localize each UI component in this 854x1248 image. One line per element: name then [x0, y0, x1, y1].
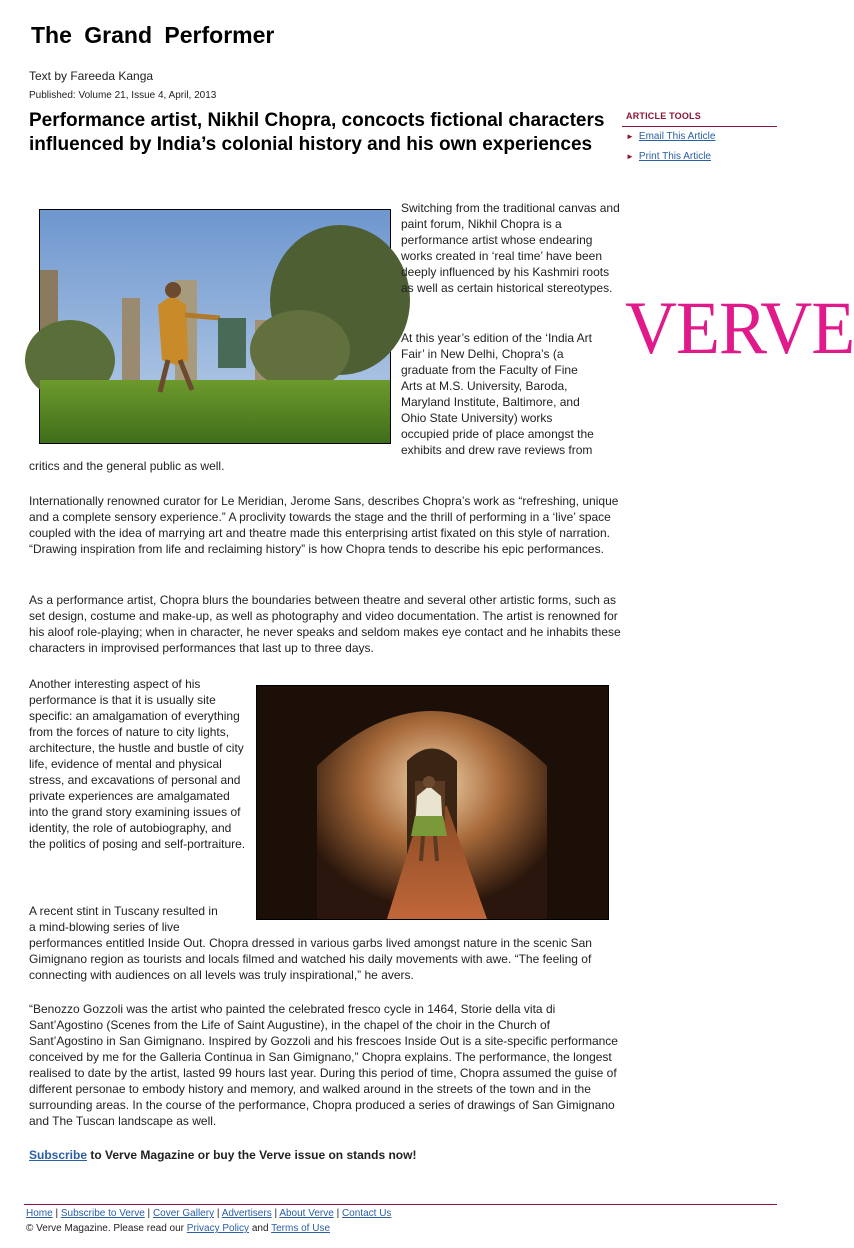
copyright-text: © Verve Magazine. Please read our — [26, 1223, 187, 1234]
paragraph-line: graduate from the Faculty of Fine — [401, 363, 578, 377]
paragraph-line: Fair’ in New Delhi, Chopra’s (a — [401, 347, 564, 361]
title-word: Grand — [84, 22, 153, 48]
article-tools-divider — [622, 126, 777, 127]
article-headline: Performance artist, Nikhil Chopra, concocts fictional characters influenced by India’s colonial history and his own experiences — [29, 110, 605, 155]
footer-link-advertisers[interactable]: Advertisers — [221, 1208, 272, 1219]
byline: Text by Fareeda Kanga — [29, 69, 154, 83]
footer-separator: | — [271, 1208, 280, 1219]
print-article-item — [626, 151, 711, 162]
footer-link-contact[interactable]: Contact Us — [341, 1208, 392, 1219]
article-paragraph: As a performance artist, Chopra blurs the boundaries between theatre and several other artistic forms, such as set design, costume and make-up, as well as photography and video documentation. The artist is renowned for his aloof role-playing; when in character, he never speaks and seldom makes eye contact and he inhabits these characters in improvised performances that last up to three days. — [29, 593, 621, 655]
paragraph-line: Arts at M.S. University, Baroda, — [401, 379, 568, 393]
footer-link-subscribe[interactable]: Subscribe to Verve — [60, 1208, 145, 1219]
footer-link-about[interactable]: About Verve — [279, 1208, 334, 1219]
paragraph-line: exhibits and drew rave reviews from — [401, 443, 593, 457]
terms-of-use-link[interactable]: Terms of Use — [271, 1223, 331, 1234]
article-paragraph: Internationally renowned curator for Le Meridian, Jerome Sans, describes Chopra’s work as “refreshing, unique and a complete sensory experience.” A proclivity towards the stage and the thrill of performing in a ‘live’ space coupled with the idea of marrying art and theatre made this enterprising artist fixated on this style of narration. “Drawing inspiration from life and reclaiming history” is how Chopra tends to describe his epic performances. — [29, 494, 619, 556]
footer-separator: | — [144, 1208, 153, 1219]
email-article-item — [626, 131, 715, 142]
article-paragraph: “Benozzo Gozzoli was the artist who painted the celebrated fresco cycle in 1464, Storie della vita di Sant’Agostino (Scenes from the Life of Saint Augustine), in the chapel of the choir in the Church of Sant’Agostino in San Gimignano. Inspired by Gozzoli and his frescoes Inside Out is a site-specific performance conceived by me for the Galleria Continua in San Gimignano,” Chopra explains. The performance, the longest realised to date by the artist, lasted 99 hours last year. During this period of time, Chopra assumed the guise of different personae to embody history and memory, and walked around in the streets of the town and in the surrounding areas. In the course of the performance, Chopra produced a series of drawings of San Gimignano and The Tuscan landscape as well. — [29, 1002, 618, 1128]
article-tools-title: ARTICLE TOOLS — [626, 111, 701, 121]
title-word: The — [31, 22, 72, 48]
copyright-and: and — [249, 1223, 272, 1234]
published-info: Published: Volume 21, Issue 4, April, 2013 — [29, 90, 217, 101]
footer-nav — [26, 1208, 391, 1219]
paragraph-line: At this year’s edition of the ‘India Art — [401, 331, 592, 345]
arrow-bullet-icon: ► — [626, 132, 634, 141]
verve-logo: VERVE — [625, 286, 854, 370]
paragraph-line: Maryland Institute, Baltimore, and — [401, 395, 580, 409]
footer-separator: | — [52, 1208, 61, 1219]
subscribe-link[interactable]: Subscribe — [29, 1148, 88, 1162]
footer-copyright — [26, 1223, 330, 1234]
footer-link-home[interactable]: Home — [26, 1208, 53, 1219]
paragraph-line: a mind-blowing series of live — [29, 920, 180, 934]
article-paragraph — [29, 903, 251, 935]
arrow-bullet-icon: ► — [626, 152, 634, 161]
footer-divider — [24, 1204, 777, 1205]
print-article-link[interactable]: Print This Article — [638, 151, 711, 162]
footer-separator: | — [214, 1208, 222, 1219]
footer-separator: | — [333, 1208, 342, 1219]
footer-link-cover-gallery[interactable]: Cover Gallery — [152, 1208, 215, 1219]
article-paragraph: performances entitled Inside Out. Chopra dressed in various garbs lived amongst nature in the scenic San Gimignano region as tourists and locals filmed and watched his daily movements with awe. “The feeling of connecting with audiences on all levels was truly inspirational,” he avers. — [29, 936, 592, 982]
article-paragraph: Switching from the traditional canvas and paint forum, Nikhil Chopra is a performance artist whose endearing works created in ‘real time’ have been deeply influenced by his Kashmiri roots as well as certain historical stereotypes. — [401, 201, 620, 295]
paragraph-line: critics and the general public as well. — [29, 459, 225, 473]
performer-corridor-photo — [256, 685, 609, 920]
article-paragraph — [401, 330, 621, 458]
subscribe-text: to Verve Magazine or buy the Verve issue on stands now! — [87, 1148, 417, 1162]
title-word: Performer — [164, 22, 275, 48]
paragraph-line: occupied pride of place amongst the — [401, 427, 594, 441]
email-article-link[interactable]: Email This Article — [638, 131, 716, 142]
performer-field-photo — [39, 209, 391, 444]
article-paragraph: Another interesting aspect of his performance is that it is usually site specific: an amalgamation of everything from the forces of nature to city lights, architecture, the hustle and bustle of city life, evidence of mental and physical stress, and excavations of personal and private experiences are amalgamated into the grand story examining issues of identity, the role of autobiography, and the politics of posing and self-portraiture. — [29, 677, 246, 851]
magazine-section-title — [31, 22, 280, 49]
privacy-policy-link[interactable]: Privacy Policy — [186, 1223, 250, 1234]
subscribe-callout — [29, 1148, 416, 1162]
paragraph-line: A recent stint in Tuscany resulted in — [29, 904, 218, 918]
paragraph-line: Ohio State University) works — [401, 411, 553, 425]
